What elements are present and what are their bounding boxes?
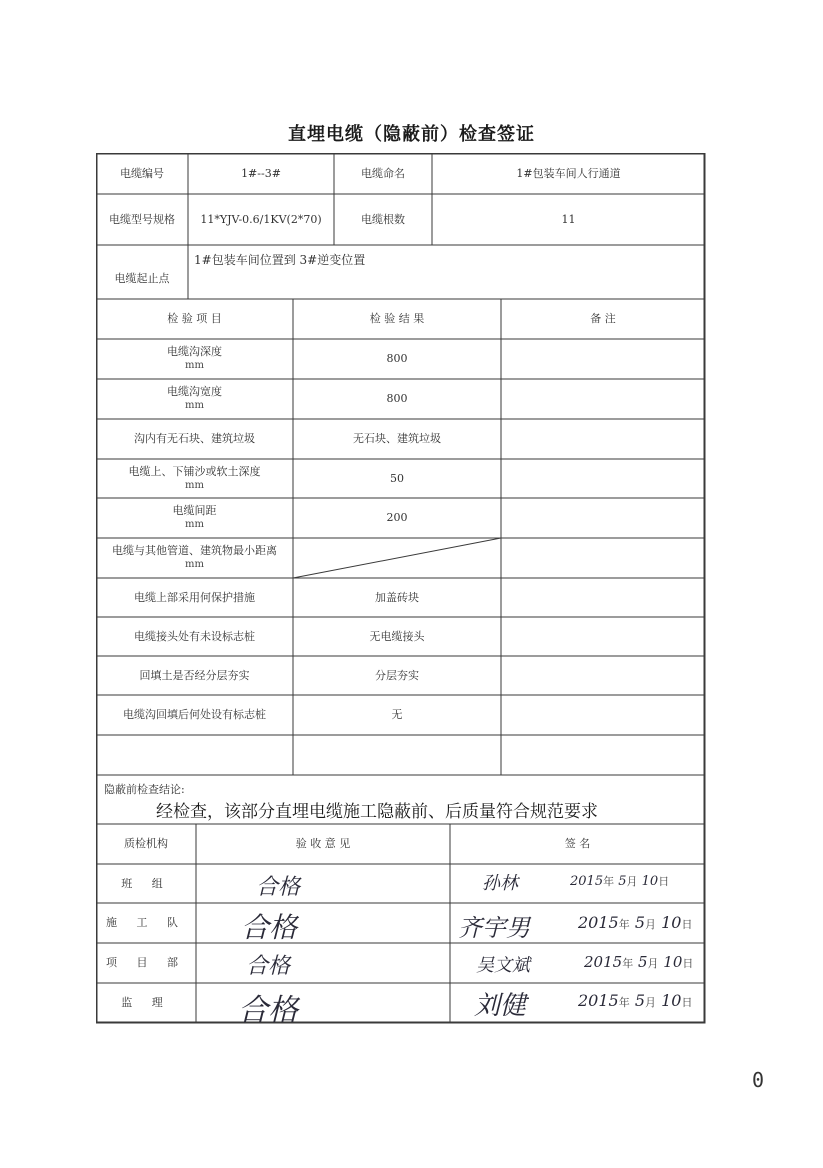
org-supervisor: 监 理 xyxy=(121,995,171,1009)
note-sand-depth xyxy=(501,459,705,498)
note-cable-spacing xyxy=(501,498,705,538)
signature-team: 孙林 xyxy=(482,873,518,894)
cable-no-value: 1#--3# xyxy=(241,166,281,180)
org-project-dept: 项 目 部 xyxy=(106,956,186,969)
item-unit: mm xyxy=(185,559,204,570)
conclusion-text: 经检查，该部分直埋电缆施工隐蔽前、后质量符合规范要求 xyxy=(156,802,598,822)
page-number: 0 xyxy=(752,1068,765,1092)
item-label: 电缆与其他管道、建筑物最小距离 xyxy=(112,544,277,557)
header-opinion: 验 收 意 见 xyxy=(295,837,351,850)
result-marker-post: 无 xyxy=(391,708,403,721)
item-label: 电缆沟宽度 xyxy=(167,385,222,398)
opinion-team: 合格 xyxy=(256,875,301,900)
note-joint-marker xyxy=(501,617,705,656)
date-supervisor xyxy=(578,991,692,1010)
header-inspection-result: 检 验 结 果 xyxy=(369,312,425,325)
header-remark: 备 注 xyxy=(590,312,616,325)
inspection-item-sand-depth xyxy=(96,459,293,498)
item-unit: mm xyxy=(185,519,204,530)
cable-name-value: 1#包装车间人行通道 xyxy=(516,166,621,180)
inspection-item-joint-marker: 电缆接头处有未设标志桩 xyxy=(134,629,255,643)
note-protection xyxy=(501,578,705,617)
note-backfill xyxy=(501,656,705,695)
result-backfill: 分层夯实 xyxy=(375,668,419,682)
cable-no-label: 电缆编号 xyxy=(120,166,164,180)
month-char: 月 xyxy=(645,918,656,931)
cable-count-label: 电缆根数 xyxy=(361,212,405,226)
year-char: 年 xyxy=(618,918,630,931)
signature-supervisor: 刘健 xyxy=(474,991,527,1021)
cable-name-label: 电缆命名 xyxy=(361,166,405,180)
inspection-item-protection: 电缆上部采用何保护措施 xyxy=(134,590,255,604)
result-min-distance xyxy=(293,538,501,578)
inspection-item-debris: 沟内有无石块、建筑垃圾 xyxy=(134,432,255,445)
date-day: 10 xyxy=(663,953,683,971)
date-day: 10 xyxy=(661,991,682,1010)
header-inspection-item: 检 验 项 目 xyxy=(167,312,222,325)
note-trench-width xyxy=(501,379,705,419)
cable-model-value: 11*YJV-0.6/1KV(2*70) xyxy=(200,212,322,226)
date-year: 2015 xyxy=(570,874,604,889)
result-sand-depth: 50 xyxy=(390,471,404,485)
date-team xyxy=(570,873,669,889)
year-char: 年 xyxy=(618,996,630,1009)
org-team: 班 组 xyxy=(121,876,171,890)
opinion-construction-team: 合格 xyxy=(241,911,298,944)
inspection-item-marker-post: 电缆沟回填后何处设有标志桩 xyxy=(123,708,266,721)
day-char: 日 xyxy=(658,875,670,888)
item-unit: mm xyxy=(185,360,204,371)
date-year: 2015 xyxy=(584,953,623,971)
date-month: 5 xyxy=(634,991,645,1010)
result-trench-depth: 800 xyxy=(386,352,408,365)
result-trench-width: 800 xyxy=(386,392,408,405)
month-char: 月 xyxy=(647,957,659,970)
inspection-form xyxy=(96,153,706,1028)
year-char: 年 xyxy=(603,875,615,888)
note-debris xyxy=(501,419,705,459)
result-joint-marker: 无电缆接头 xyxy=(369,629,425,643)
document-title: 直埋电缆（隐蔽前）检查签证 xyxy=(288,124,535,145)
item-label: 电缆间距 xyxy=(172,504,217,517)
item-unit: mm xyxy=(185,400,204,411)
date-month: 5 xyxy=(637,953,648,971)
inspection-item-min-distance xyxy=(96,538,293,578)
date-project-dept xyxy=(584,953,693,971)
month-char: 月 xyxy=(626,875,638,888)
day-char: 日 xyxy=(681,996,693,1009)
cable-model-label: 电缆型号规格 xyxy=(109,212,175,226)
header-qc-org: 质检机构 xyxy=(124,837,168,850)
signature-project-dept: 吴文斌 xyxy=(476,955,530,976)
result-cable-spacing: 200 xyxy=(386,511,408,524)
cable-count-value: 11 xyxy=(561,212,576,226)
day-char: 日 xyxy=(682,957,694,970)
date-year: 2015 xyxy=(578,991,619,1010)
note-marker-post xyxy=(501,695,705,735)
date-construction-team xyxy=(578,913,692,932)
item-unit: mm xyxy=(185,479,204,491)
day-char: 日 xyxy=(681,918,693,931)
conclusion-label: 隐蔽前检查结论: xyxy=(104,783,185,796)
date-day: 10 xyxy=(641,874,659,889)
header-signature: 签 名 xyxy=(564,837,591,850)
inspection-item-cable-spacing xyxy=(96,498,293,538)
item-label: 电缆上、下铺沙或软土深度 xyxy=(128,464,261,478)
date-month: 5 xyxy=(634,913,645,932)
date-day: 10 xyxy=(661,913,682,932)
year-char: 年 xyxy=(622,957,634,970)
inspection-item-trench-width xyxy=(96,379,293,419)
note-min-distance xyxy=(501,538,705,578)
cable-route-value: 1#包装车间位置到 3#逆变位置 xyxy=(194,253,366,267)
opinion-project-dept: 合格 xyxy=(246,954,291,979)
inspection-item-backfill: 回填土是否经分层夯实 xyxy=(139,668,250,682)
org-construction-team: 施 工 队 xyxy=(106,916,186,929)
date-month: 5 xyxy=(618,874,627,889)
opinion-supervisor: 合格 xyxy=(238,993,298,1028)
result-debris: 无石块、建筑垃圾 xyxy=(353,432,441,445)
result-protection: 加盖砖块 xyxy=(375,590,419,604)
note-trench-depth xyxy=(501,339,705,379)
item-label: 电缆沟深度 xyxy=(167,345,222,358)
inspection-item-trench-depth xyxy=(96,339,293,379)
date-year: 2015 xyxy=(578,913,619,932)
cable-route-label: 电缆起止点 xyxy=(114,272,170,285)
signature-construction-team: 齐宇男 xyxy=(458,914,530,942)
month-char: 月 xyxy=(645,996,656,1009)
